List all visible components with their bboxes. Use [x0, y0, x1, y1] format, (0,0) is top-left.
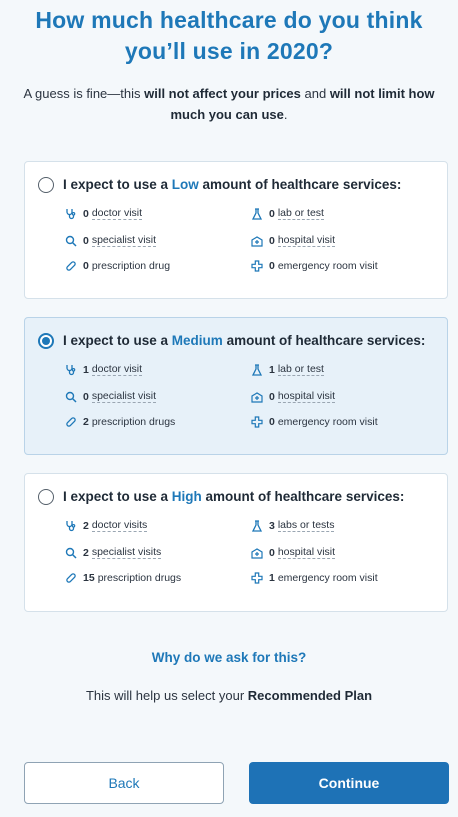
medical-cross-icon — [251, 572, 263, 584]
stethoscope-icon — [65, 520, 77, 532]
prescription-item — [65, 572, 181, 584]
hospital-label[interactable]: hospital visit — [277, 546, 336, 558]
lab-item — [251, 519, 334, 532]
er-item — [251, 572, 378, 584]
option-level: Medium — [171, 333, 223, 348]
prescription-item — [65, 416, 175, 428]
prescription-item — [65, 260, 170, 272]
option-card-low[interactable] — [24, 161, 448, 299]
er-count: 1 — [269, 572, 275, 584]
help-bold: Recommended Plan — [247, 688, 373, 703]
option-prefix: I expect to use a — [63, 489, 172, 504]
doctor-label[interactable]: doctor visits — [91, 519, 148, 531]
er-count: 0 — [269, 416, 275, 428]
option-suffix: amount of healthcare services: — [198, 177, 402, 192]
subtitle-prefix: A guess is fine—this — [23, 86, 145, 101]
radio-low[interactable] — [38, 177, 54, 193]
lab-item — [251, 363, 324, 376]
option-suffix: amount of healthcare services: — [222, 333, 426, 348]
hospital-label[interactable]: hospital visit — [277, 234, 336, 246]
pill-icon — [65, 260, 77, 272]
option-prefix: I expect to use a — [63, 333, 172, 348]
hospital-count: 0 — [269, 234, 275, 247]
option-label[interactable] — [63, 489, 404, 504]
continue-button[interactable]: Continue — [249, 762, 449, 804]
magnifier-icon — [65, 547, 77, 559]
option-level: High — [171, 489, 202, 504]
hospital-icon — [251, 391, 263, 403]
lab-count: 3 — [269, 519, 275, 532]
lab-count: 0 — [269, 207, 275, 220]
specialist-label[interactable]: specialist visits — [91, 546, 162, 558]
doctor-count: 0 — [83, 207, 89, 220]
option-label[interactable] — [63, 177, 401, 192]
option-prefix: I expect to use a — [63, 177, 172, 192]
why-ask-link[interactable]: Why do we ask for this? — [151, 650, 307, 665]
stethoscope-icon — [65, 208, 77, 220]
subtitle-bold-limit: will not limit how much you can use — [170, 86, 435, 122]
doctor-visit-item — [65, 519, 147, 532]
er-label: emergency room visit — [277, 416, 378, 428]
subtitle-bold-prices: will not affect your prices — [144, 86, 301, 101]
specialist-label[interactable]: specialist visit — [91, 390, 157, 402]
medical-cross-icon — [251, 416, 263, 428]
help-prefix: This will help us select your — [85, 688, 248, 703]
lab-count: 1 — [269, 363, 275, 376]
hospital-label[interactable]: hospital visit — [277, 390, 336, 402]
stethoscope-icon — [65, 364, 77, 376]
subtitle-end: . — [283, 107, 288, 122]
hospital-item — [251, 390, 335, 403]
option-card-medium[interactable] — [24, 317, 448, 455]
specialist-visit-item — [65, 234, 156, 247]
back-button[interactable]: Back — [24, 762, 224, 804]
option-label[interactable] — [63, 333, 425, 348]
prescription-count: 2 — [83, 416, 89, 428]
hospital-icon — [251, 547, 263, 559]
option-suffix: amount of healthcare services: — [201, 489, 405, 504]
hospital-count: 0 — [269, 546, 275, 559]
prescription-count: 0 — [83, 260, 89, 272]
flask-icon — [251, 364, 263, 376]
lab-item — [251, 207, 324, 220]
title-line-1: How much healthcare do you think — [35, 7, 423, 33]
specialist-label[interactable]: specialist visit — [91, 234, 157, 246]
subtitle — [20, 83, 438, 125]
doctor-visit-item — [65, 363, 142, 376]
prescription-count: 15 — [83, 572, 95, 584]
prescription-label: prescription drugs — [97, 572, 182, 584]
lab-label[interactable]: lab or test — [277, 207, 324, 219]
er-count: 0 — [269, 260, 275, 272]
hospital-item — [251, 546, 335, 559]
hospital-item — [251, 234, 335, 247]
doctor-label[interactable]: doctor visit — [91, 207, 143, 219]
hospital-count: 0 — [269, 390, 275, 403]
hospital-icon — [251, 235, 263, 247]
option-card-high[interactable] — [24, 473, 448, 612]
medical-cross-icon — [251, 260, 263, 272]
doctor-count: 1 — [83, 363, 89, 376]
er-item — [251, 416, 378, 428]
page-title — [0, 0, 458, 67]
lab-label[interactable]: lab or test — [277, 363, 324, 375]
er-label: emergency room visit — [277, 260, 378, 272]
specialist-count: 0 — [83, 390, 89, 403]
magnifier-icon — [65, 235, 77, 247]
specialist-count: 0 — [83, 234, 89, 247]
option-level: Low — [171, 177, 199, 192]
prescription-label: prescription drug — [91, 260, 171, 272]
pill-icon — [65, 416, 77, 428]
specialist-count: 2 — [83, 546, 89, 559]
doctor-visit-item — [65, 207, 142, 220]
radio-medium[interactable] — [38, 333, 54, 349]
specialist-visit-item — [65, 546, 161, 559]
subtitle-mid: and — [300, 86, 330, 101]
magnifier-icon — [65, 391, 77, 403]
er-item — [251, 260, 378, 272]
specialist-visit-item — [65, 390, 156, 403]
doctor-count: 2 — [83, 519, 89, 532]
flask-icon — [251, 520, 263, 532]
pill-icon — [65, 572, 77, 584]
title-line-2: you’ll use in 2020? — [124, 38, 334, 64]
lab-label[interactable]: labs or tests — [277, 519, 335, 531]
doctor-label[interactable]: doctor visit — [91, 363, 143, 375]
recommended-plan-note — [0, 688, 458, 703]
radio-high[interactable] — [38, 489, 54, 505]
prescription-label: prescription drugs — [91, 416, 176, 428]
er-label: emergency room visit — [277, 572, 378, 584]
flask-icon — [251, 208, 263, 220]
